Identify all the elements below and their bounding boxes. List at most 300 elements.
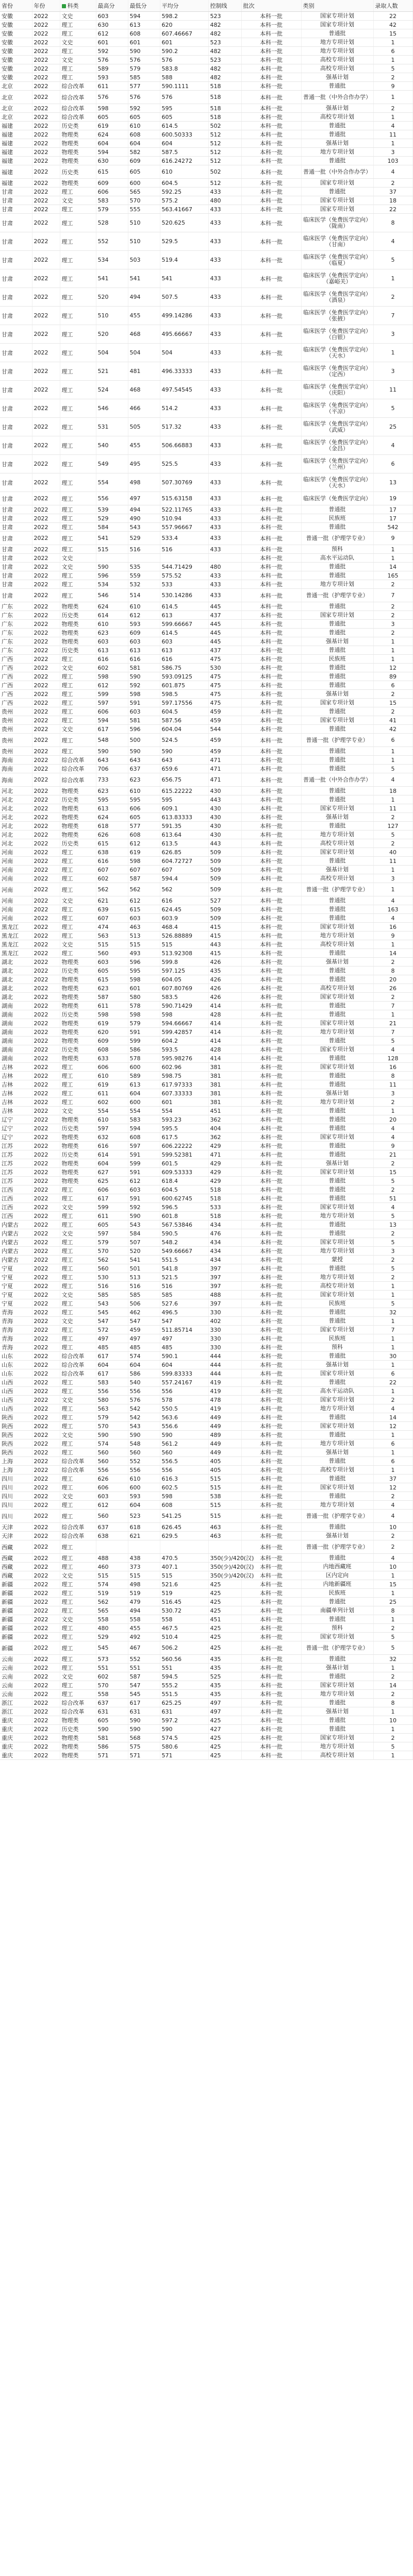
- cell-type: 地方专项计划: [301, 1690, 373, 1699]
- cell-batch: 本科一批: [241, 1168, 301, 1177]
- cell-batch: 本科一批: [241, 1606, 301, 1615]
- cell-min-score: 498: [128, 473, 160, 492]
- cell-type: 普通批: [301, 82, 373, 91]
- cell-min-score: 599: [128, 1159, 160, 1168]
- cell-count: 3: [373, 148, 412, 157]
- header-control-line[interactable]: 控制线: [208, 0, 241, 12]
- table-row: [0, 1448, 412, 1457]
- table-row: [0, 1028, 412, 1037]
- cell-max-score: 563: [96, 931, 128, 940]
- cell-max-score: 607: [96, 866, 128, 874]
- cell-min-score: 562: [128, 883, 160, 896]
- cell-max-score: 623: [96, 629, 128, 637]
- cell-category: 理工: [60, 514, 96, 523]
- cell-year: 2022: [32, 1734, 60, 1742]
- cell-control-line: 433: [208, 214, 241, 232]
- cell-batch: 本科一批: [241, 874, 301, 883]
- table-row: [0, 1431, 412, 1439]
- cell-control-line: 475: [208, 681, 241, 690]
- cell-control-line: 433: [208, 492, 241, 505]
- header-min-score[interactable]: 最低分: [128, 0, 160, 12]
- cell-count: 2: [373, 993, 412, 1002]
- cell-count: 2: [373, 629, 412, 637]
- cell-avg-score: 594.5: [160, 1672, 208, 1681]
- cell-control-line: 459: [208, 734, 241, 747]
- cell-year: 2022: [32, 82, 60, 91]
- cell-control-line: 433: [208, 362, 241, 381]
- table-row: [0, 831, 412, 839]
- cell-control-line: 435: [208, 1655, 241, 1664]
- cell-max-score: 584: [96, 523, 128, 532]
- cell-batch: 本科一批: [241, 344, 301, 362]
- cell-category: 理工: [60, 1589, 96, 1598]
- cell-min-score: 590: [128, 1725, 160, 1734]
- cell-count: 32: [373, 1655, 412, 1664]
- cell-min-score: 616: [128, 655, 160, 664]
- cell-max-score: 643: [96, 756, 128, 765]
- cell-batch: 本科一批: [241, 1185, 301, 1194]
- cell-province: 甘肃: [0, 514, 32, 523]
- cell-type: 地方专项计划: [301, 1212, 373, 1221]
- cell-count: 10: [373, 1563, 412, 1571]
- cell-year: 2022: [32, 1681, 60, 1690]
- cell-category: 理工: [60, 1580, 96, 1589]
- cell-count: 40: [373, 848, 412, 857]
- cell-max-score: 599: [96, 1203, 128, 1212]
- cell-category: 理工: [60, 492, 96, 505]
- cell-control-line: 425: [208, 1633, 241, 1641]
- cell-avg-score: 586.75: [160, 664, 208, 672]
- cell-avg-score: 561.2: [160, 1439, 208, 1448]
- cell-batch: 本科一批: [241, 1282, 301, 1291]
- cell-min-score: 514: [128, 589, 160, 602]
- cell-avg-score: 606.22222: [160, 1142, 208, 1150]
- cell-max-score: 633: [96, 1054, 128, 1063]
- cell-province: 江西: [0, 1194, 32, 1203]
- cell-avg-score: 598.5: [160, 690, 208, 699]
- cell-category: 理工: [60, 1264, 96, 1273]
- cell-avg-score: 407.1: [160, 1563, 208, 1571]
- cell-category: 理工: [60, 232, 96, 251]
- cell-avg-score: 609.1: [160, 804, 208, 813]
- cell-control-line: 512: [208, 148, 241, 157]
- cell-province: 上海: [0, 1457, 32, 1466]
- cell-year: 2022: [32, 589, 60, 602]
- cell-min-score: 545: [128, 1690, 160, 1699]
- cell-avg-score: 585: [160, 1291, 208, 1299]
- cell-batch: 本科一批: [241, 1098, 301, 1107]
- cell-avg-score: 631: [160, 1707, 208, 1716]
- cell-avg-score: 601: [160, 38, 208, 47]
- cell-count: 7: [373, 1326, 412, 1334]
- cell-category: 理工: [60, 1422, 96, 1431]
- cell-batch: 本科一批: [241, 1028, 301, 1037]
- cell-year: 2022: [32, 637, 60, 646]
- cell-control-line: 480: [208, 563, 241, 571]
- cell-type: 普通一批（护理学专业）: [301, 734, 373, 747]
- cell-control-line: 445: [208, 620, 241, 629]
- cell-type: 普通批: [301, 756, 373, 765]
- cell-type: 国家专项计划: [301, 1291, 373, 1299]
- header-year[interactable]: 年份: [32, 0, 60, 12]
- cell-province: 湖南: [0, 1010, 32, 1019]
- cell-province: 新疆: [0, 1615, 32, 1624]
- cell-min-score: 597: [128, 1142, 160, 1150]
- cell-control-line: 482: [208, 29, 241, 38]
- cell-type: 内地新疆班: [301, 1580, 373, 1589]
- cell-control-line: 533: [208, 1203, 241, 1212]
- cell-max-score: 576: [96, 56, 128, 64]
- cell-province: 北京: [0, 91, 32, 104]
- cell-category: 物理类: [60, 822, 96, 831]
- cell-avg-score: 530.72: [160, 1606, 208, 1615]
- cell-avg-score: 598: [160, 1492, 208, 1501]
- cell-category: 理工: [60, 589, 96, 602]
- cell-year: 2022: [32, 492, 60, 505]
- cell-year: 2022: [32, 1256, 60, 1264]
- cell-avg-score: 519: [160, 1589, 208, 1598]
- cell-control-line: 350(少)/420(汉): [208, 1554, 241, 1563]
- cell-avg-score: 608: [160, 1501, 208, 1510]
- cell-min-score: 490: [128, 514, 160, 523]
- cell-count: 14: [373, 1413, 412, 1422]
- cell-batch: 本科一批: [241, 866, 301, 874]
- cell-control-line: 451: [208, 1615, 241, 1624]
- cell-count: 2: [373, 1273, 412, 1282]
- cell-batch: 本科一批: [241, 157, 301, 165]
- cell-count: 2: [373, 602, 412, 611]
- table-row: [0, 1194, 412, 1203]
- cell-year: 2022: [32, 1716, 60, 1725]
- cell-avg-score: 516: [160, 545, 208, 554]
- cell-max-score: 571: [96, 1751, 128, 1760]
- cell-max-score: 560: [96, 1264, 128, 1273]
- cell-batch: 本科一批: [241, 1159, 301, 1168]
- cell-max-score: 611: [96, 1212, 128, 1221]
- cell-year: 2022: [32, 12, 60, 21]
- cell-avg-score: 495.66667: [160, 325, 208, 344]
- table-row: [0, 188, 412, 196]
- cell-count: 4: [373, 896, 412, 905]
- cell-avg-score: 603.9: [160, 914, 208, 923]
- cell-max-score: 583: [96, 196, 128, 205]
- cell-batch: 本科一批: [241, 620, 301, 629]
- cell-category: 物理类: [60, 1168, 96, 1177]
- cell-min-score: 578: [128, 1002, 160, 1010]
- cell-min-score: 610: [128, 602, 160, 611]
- cell-year: 2022: [32, 795, 60, 804]
- cell-category: 理工: [60, 188, 96, 196]
- cell-control-line: 518: [208, 1185, 241, 1194]
- cell-type: 普通批: [301, 523, 373, 532]
- cell-type: 普通批: [301, 1150, 373, 1159]
- cell-max-score: 599: [96, 690, 128, 699]
- cell-min-score: 455: [128, 1624, 160, 1633]
- cell-control-line: 497: [208, 1699, 241, 1707]
- cell-max-score: 560: [96, 949, 128, 958]
- cell-year: 2022: [32, 664, 60, 672]
- cell-year: 2022: [32, 857, 60, 866]
- cell-type: 强基计划: [301, 1448, 373, 1457]
- cell-count: 4: [373, 1510, 412, 1523]
- cell-category: 物理类: [60, 629, 96, 637]
- cell-province: 新疆: [0, 1580, 32, 1589]
- cell-type: 高校专项计划: [301, 64, 373, 73]
- cell-type: 区内定向: [301, 1571, 373, 1580]
- cell-avg-score: 593.5: [160, 1045, 208, 1054]
- cell-type: 普通批: [301, 188, 373, 196]
- cell-control-line: 512: [208, 157, 241, 165]
- cell-year: 2022: [32, 866, 60, 874]
- table-row: [0, 381, 412, 399]
- cell-category: 理工: [60, 1080, 96, 1089]
- header-province[interactable]: 省份: [0, 0, 32, 12]
- cell-category: 历史类: [60, 1725, 96, 1734]
- cell-count: 4: [373, 232, 412, 251]
- cell-province: 甘肃: [0, 344, 32, 362]
- cell-province: 甘肃: [0, 362, 32, 381]
- cell-control-line: 444: [208, 1352, 241, 1361]
- cell-max-score: 565: [96, 1606, 128, 1615]
- cell-count: 5: [373, 1641, 412, 1655]
- cell-province: 四川: [0, 1510, 32, 1523]
- cell-avg-score: 609.53333: [160, 1168, 208, 1177]
- cell-category: 文史: [60, 1396, 96, 1404]
- cell-type: 普通批: [301, 122, 373, 130]
- cell-year: 2022: [32, 418, 60, 436]
- cell-control-line: 362: [208, 1133, 241, 1142]
- cell-min-score: 594: [128, 12, 160, 21]
- cell-min-score: 580: [128, 993, 160, 1002]
- cell-type: 国家专项计划: [301, 716, 373, 725]
- filter-icon[interactable]: [62, 4, 66, 8]
- cell-province: 山西: [0, 1378, 32, 1387]
- cell-min-score: 498: [128, 1580, 160, 1589]
- cell-batch: 本科一批: [241, 1256, 301, 1264]
- cell-year: 2022: [32, 130, 60, 139]
- cell-type: 国家专项计划: [301, 1396, 373, 1404]
- table-row: [0, 940, 412, 949]
- header-count[interactable]: 录取人数: [373, 0, 412, 12]
- cell-batch: 本科一批: [241, 787, 301, 795]
- cell-province: 甘肃: [0, 288, 32, 307]
- table-row: [0, 325, 412, 344]
- cell-count: 18: [373, 196, 412, 205]
- cell-count: 37: [373, 1475, 412, 1483]
- cell-type: 普通批: [301, 1264, 373, 1273]
- cell-avg-score: 616: [160, 655, 208, 664]
- cell-batch: 本科一批: [241, 56, 301, 64]
- cell-avg-score: 563.41667: [160, 205, 208, 214]
- cell-min-score: 576: [128, 1396, 160, 1404]
- cell-year: 2022: [32, 1396, 60, 1404]
- cell-year: 2022: [32, 1439, 60, 1448]
- cell-avg-score: 547: [160, 1317, 208, 1326]
- table-row: [0, 1672, 412, 1681]
- header-type[interactable]: 类别: [301, 0, 373, 12]
- cell-category: 物理类: [60, 1159, 96, 1168]
- cell-year: 2022: [32, 839, 60, 848]
- cell-type: 高校专项计划: [301, 1282, 373, 1291]
- cell-control-line: 430: [208, 804, 241, 813]
- cell-batch: 本科一批: [241, 1273, 301, 1282]
- cell-avg-score: 607.80769: [160, 984, 208, 993]
- cell-max-score: 579: [96, 1413, 128, 1422]
- cell-type: 国家专项计划: [301, 1203, 373, 1212]
- cell-avg-score: 511.85714: [160, 1326, 208, 1334]
- cell-year: 2022: [32, 91, 60, 104]
- cell-max-score: 605: [96, 1716, 128, 1725]
- table-row: [0, 1396, 412, 1404]
- cell-year: 2022: [32, 362, 60, 381]
- header-avg-score[interactable]: 平均分: [160, 0, 208, 12]
- cell-max-score: 619: [96, 1080, 128, 1089]
- cell-batch: 本科一批: [241, 1422, 301, 1431]
- cell-year: 2022: [32, 1707, 60, 1716]
- cell-count: 1: [373, 1664, 412, 1672]
- cell-min-score: 581: [128, 664, 160, 672]
- cell-control-line: 435: [208, 1690, 241, 1699]
- cell-type: 地方专项计划: [301, 580, 373, 589]
- cell-count: 16: [373, 1063, 412, 1072]
- cell-avg-score: 520.625: [160, 214, 208, 232]
- cell-min-score: 593: [128, 620, 160, 629]
- cell-max-score: 637: [96, 1699, 128, 1707]
- cell-count: 1: [373, 1707, 412, 1716]
- cell-control-line: 434: [208, 1256, 241, 1264]
- cell-max-score: 597: [96, 1124, 128, 1133]
- cell-province: 江苏: [0, 1142, 32, 1150]
- cell-min-score: 600: [128, 1098, 160, 1107]
- table-row: [0, 1716, 412, 1725]
- table-row: [0, 773, 412, 787]
- cell-max-score: 531: [96, 418, 128, 436]
- cell-year: 2022: [32, 1124, 60, 1133]
- cell-batch: 本科一批: [241, 21, 301, 29]
- cell-category: 物理类: [60, 157, 96, 165]
- cell-count: 4: [373, 1501, 412, 1510]
- cell-province: 安徽: [0, 12, 32, 21]
- table-row: [0, 1510, 412, 1523]
- cell-batch: 本科一批: [241, 848, 301, 857]
- cell-control-line: 544: [208, 725, 241, 734]
- cell-category: 历史类: [60, 1150, 96, 1159]
- cell-province: 广东: [0, 646, 32, 655]
- cell-count: 11: [373, 381, 412, 399]
- cell-type: 普通批: [301, 905, 373, 914]
- cell-year: 2022: [32, 747, 60, 756]
- cell-avg-score: 556.6: [160, 1422, 208, 1431]
- cell-category: 综合改革: [60, 765, 96, 773]
- cell-province: 河南: [0, 914, 32, 923]
- cell-province: 青海: [0, 1308, 32, 1317]
- cell-min-score: 595: [128, 795, 160, 804]
- cell-category: 理工: [60, 866, 96, 874]
- cell-type: 强基计划: [301, 637, 373, 646]
- cell-count: 2: [373, 1098, 412, 1107]
- cell-batch: 本科一批: [241, 418, 301, 436]
- cell-count: 9: [373, 1142, 412, 1150]
- cell-max-score: 515: [96, 545, 128, 554]
- cell-count: 103: [373, 157, 412, 165]
- cell-control-line: 425: [208, 1742, 241, 1751]
- cell-max-score: 612: [96, 681, 128, 690]
- cell-count: 5: [373, 1037, 412, 1045]
- cell-batch: 本科一批: [241, 1378, 301, 1387]
- cell-control-line: 463: [208, 1532, 241, 1540]
- cell-category: 物理类: [60, 1133, 96, 1142]
- cell-type: 地方专项计划: [301, 1742, 373, 1751]
- cell-max-score: 515: [96, 1571, 128, 1580]
- cell-count: 1: [373, 1343, 412, 1352]
- cell-category: 理工: [60, 1681, 96, 1690]
- cell-max-score: 598: [96, 1010, 128, 1019]
- cell-avg-score: 616: [160, 896, 208, 905]
- cell-type: 普通批: [301, 1699, 373, 1707]
- table-row: [0, 1238, 412, 1247]
- cell-year: 2022: [32, 325, 60, 344]
- cell-province: 湖北: [0, 975, 32, 984]
- cell-avg-score: 592.25: [160, 188, 208, 196]
- cell-max-score: 625: [96, 1177, 128, 1185]
- cell-province: 宁夏: [0, 1291, 32, 1299]
- table-row: [0, 734, 412, 747]
- cell-province: 甘肃: [0, 589, 32, 602]
- cell-avg-score: 614.5: [160, 122, 208, 130]
- cell-control-line: 433: [208, 251, 241, 269]
- cell-category: 物理类: [60, 787, 96, 795]
- cell-max-score: 617: [96, 1369, 128, 1378]
- cell-count: 8: [373, 1699, 412, 1707]
- cell-avg-score: 599.83333: [160, 1369, 208, 1378]
- cell-avg-score: 601: [160, 1098, 208, 1107]
- cell-province: 福建: [0, 179, 32, 188]
- header-batch[interactable]: 批次: [241, 0, 301, 12]
- cell-min-score: 551: [128, 1664, 160, 1672]
- cell-year: 2022: [32, 179, 60, 188]
- cell-control-line: 445: [208, 602, 241, 611]
- cell-control-line: 525: [208, 1672, 241, 1681]
- cell-year: 2022: [32, 1554, 60, 1563]
- table-row: [0, 288, 412, 307]
- cell-province: 河南: [0, 874, 32, 883]
- cell-control-line: 433: [208, 545, 241, 554]
- cell-min-score: 468: [128, 325, 160, 344]
- cell-max-score: 521: [96, 362, 128, 381]
- cell-min-score: 591: [128, 1028, 160, 1037]
- cell-province: 河南: [0, 848, 32, 857]
- cell-year: 2022: [32, 47, 60, 56]
- table-row: [0, 857, 412, 866]
- cell-category: 文史: [60, 1431, 96, 1439]
- cell-avg-score: 629.5: [160, 1532, 208, 1540]
- cell-avg-score: 613.64: [160, 831, 208, 839]
- cell-type: 临床医学（免费医学定向）（陇南）: [301, 214, 373, 232]
- cell-min-score: 621: [128, 1532, 160, 1540]
- cell-category: 文史: [60, 1203, 96, 1212]
- cell-year: 2022: [32, 620, 60, 629]
- cell-province: 青海: [0, 1317, 32, 1326]
- table-row: [0, 1606, 412, 1615]
- header-max-score[interactable]: 最高分: [96, 0, 128, 12]
- cell-min-score: 500: [128, 734, 160, 747]
- cell-count: 25: [373, 418, 412, 436]
- cell-count: 1: [373, 1448, 412, 1457]
- table-row: [0, 12, 412, 21]
- cell-batch: 本科一批: [241, 1501, 301, 1510]
- cell-province: 新疆: [0, 1633, 32, 1641]
- header-category[interactable]: 科类: [60, 0, 96, 12]
